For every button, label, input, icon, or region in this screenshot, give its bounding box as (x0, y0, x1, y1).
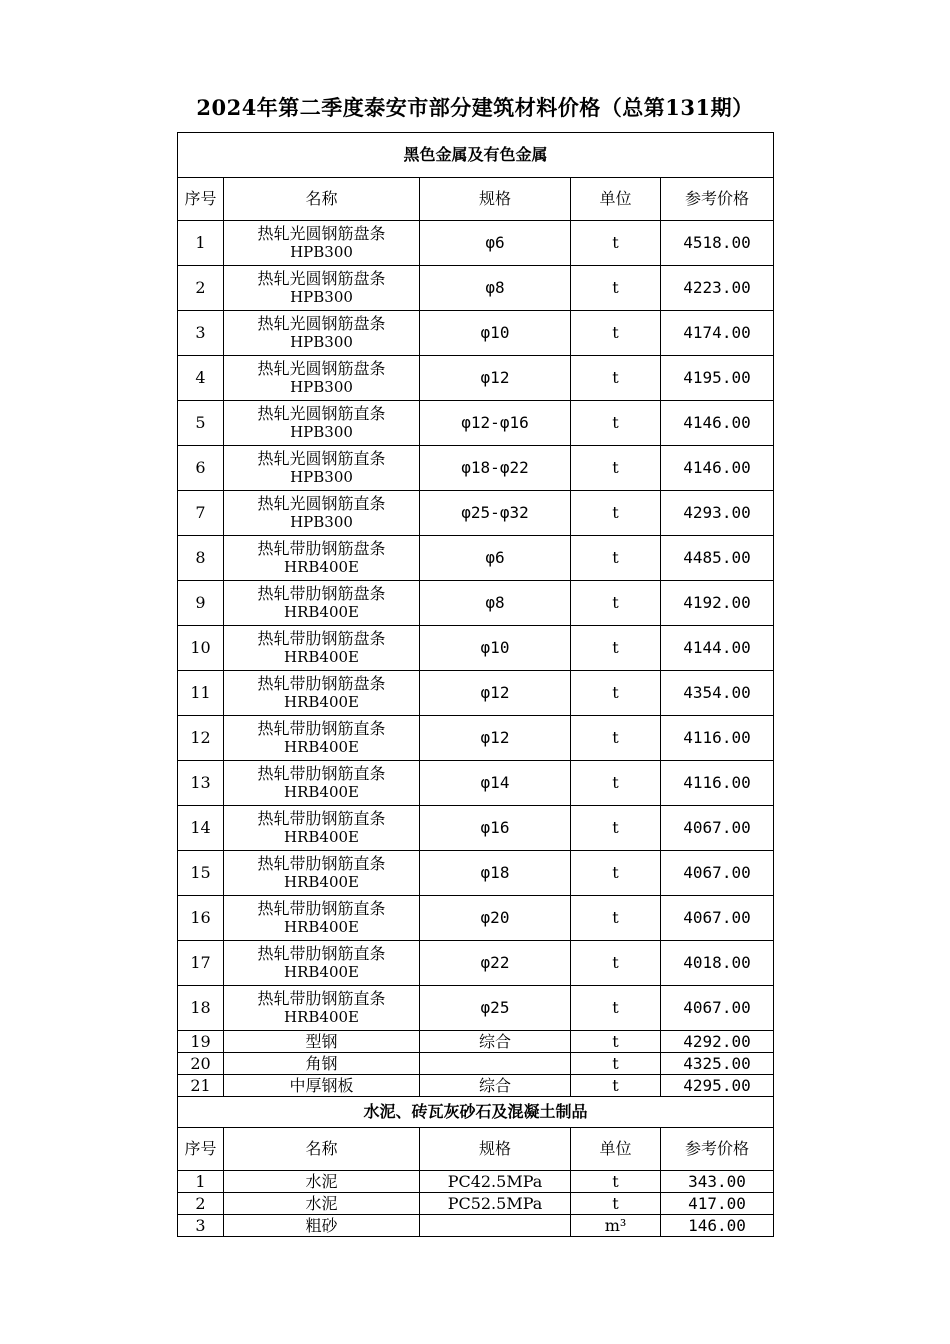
material-name (224, 581, 420, 626)
specification: φ12-φ16 (420, 401, 571, 446)
row-number: 3 (178, 1215, 224, 1237)
reference-price: 4223.00 (661, 266, 774, 311)
reference-price: 4116.00 (661, 716, 774, 761)
row-number: 21 (178, 1075, 224, 1097)
material-grade: HRB400E (284, 738, 359, 756)
material-name (224, 491, 420, 536)
material-name-line1: 热轧带肋钢筋盘条 (257, 629, 386, 648)
material-name: 水泥 (224, 1193, 420, 1215)
unit: t (571, 716, 661, 761)
row-number: 9 (178, 581, 224, 626)
unit: t (571, 941, 661, 986)
table-row (178, 311, 774, 356)
table-row (178, 1075, 774, 1097)
table-row (178, 1053, 774, 1075)
specification: φ18 (420, 851, 571, 896)
reference-price: 4325.00 (661, 1053, 774, 1075)
reference-price: 417.00 (661, 1193, 774, 1215)
row-number: 2 (178, 1193, 224, 1215)
material-name-line1: 热轧带肋钢筋直条 (257, 899, 386, 918)
table-row (178, 356, 774, 401)
reference-price: 4144.00 (661, 626, 774, 671)
material-name (224, 896, 420, 941)
reference-price: 4018.00 (661, 941, 774, 986)
unit: t (571, 671, 661, 716)
material-grade: HRB400E (284, 918, 359, 936)
reference-price: 4192.00 (661, 581, 774, 626)
specification (420, 1215, 571, 1237)
reference-price: 4067.00 (661, 896, 774, 941)
material-grade: HPB300 (290, 468, 353, 486)
row-number: 11 (178, 671, 224, 716)
material-name-line1: 热轧带肋钢筋盘条 (257, 584, 386, 603)
material-name-line1: 热轧光圆钢筋盘条 (257, 359, 386, 378)
row-number: 16 (178, 896, 224, 941)
material-name-line1: 热轧带肋钢筋盘条 (257, 539, 386, 558)
material-name-line1: 热轧带肋钢筋直条 (257, 944, 386, 963)
specification: φ6 (420, 536, 571, 581)
material-name (224, 401, 420, 446)
col-header-spec: 规格 (420, 178, 571, 221)
material-grade: HPB300 (290, 243, 353, 261)
material-grade: HPB300 (290, 513, 353, 531)
table-row (178, 626, 774, 671)
table-row (178, 221, 774, 266)
section-heading-row (178, 1097, 774, 1128)
material-name-line1: 热轧带肋钢筋直条 (257, 854, 386, 873)
material-name (224, 626, 420, 671)
material-name (224, 761, 420, 806)
row-number: 1 (178, 1171, 224, 1193)
reference-price: 4174.00 (661, 311, 774, 356)
table-row (178, 401, 774, 446)
table-row (178, 761, 774, 806)
material-name: 中厚钢板 (224, 1075, 420, 1097)
material-name: 型钢 (224, 1031, 420, 1053)
specification: φ8 (420, 266, 571, 311)
specification: φ25-φ32 (420, 491, 571, 536)
material-name-line1: 热轧光圆钢筋直条 (257, 449, 386, 468)
material-grade: HRB400E (284, 558, 359, 576)
material-name: 水泥 (224, 1171, 420, 1193)
material-name-line1: 热轧光圆钢筋盘条 (257, 314, 386, 333)
reference-price: 4518.00 (661, 221, 774, 266)
specification: φ8 (420, 581, 571, 626)
table-row (178, 716, 774, 761)
material-name (224, 851, 420, 896)
specification: φ25 (420, 986, 571, 1031)
material-grade: HPB300 (290, 288, 353, 306)
material-name: 粗砂 (224, 1215, 420, 1237)
unit: t (571, 1053, 661, 1075)
specification: φ22 (420, 941, 571, 986)
specification: PC52.5MPa (420, 1193, 571, 1215)
row-number: 6 (178, 446, 224, 491)
material-name (224, 356, 420, 401)
unit: t (571, 1075, 661, 1097)
material-grade: HRB400E (284, 603, 359, 621)
material-name-line1: 热轧带肋钢筋直条 (257, 719, 386, 738)
table-row (178, 806, 774, 851)
unit: t (571, 446, 661, 491)
specification: φ14 (420, 761, 571, 806)
specification: φ10 (420, 311, 571, 356)
row-number: 8 (178, 536, 224, 581)
material-grade: HPB300 (290, 333, 353, 351)
material-grade: HRB400E (284, 1008, 359, 1026)
price-table (177, 132, 774, 1237)
row-number: 20 (178, 1053, 224, 1075)
specification: φ12 (420, 716, 571, 761)
material-grade: HPB300 (290, 423, 353, 441)
reference-price: 4146.00 (661, 446, 774, 491)
column-header-row (178, 1128, 774, 1171)
material-name (224, 986, 420, 1031)
price-table-body (178, 133, 774, 1237)
reference-price: 4067.00 (661, 986, 774, 1031)
table-row (178, 266, 774, 311)
section-heading: 黑色金属及有色金属 (178, 133, 774, 178)
material-name (224, 266, 420, 311)
row-number: 10 (178, 626, 224, 671)
material-name-line1: 热轧光圆钢筋盘条 (257, 224, 386, 243)
row-number: 4 (178, 356, 224, 401)
reference-price: 4146.00 (661, 401, 774, 446)
row-number: 13 (178, 761, 224, 806)
reference-price: 4295.00 (661, 1075, 774, 1097)
unit: t (571, 581, 661, 626)
material-name (224, 311, 420, 356)
reference-price: 4067.00 (661, 851, 774, 896)
row-number: 12 (178, 716, 224, 761)
col-header-unit: 单位 (571, 1128, 661, 1171)
section-heading-row (178, 133, 774, 178)
material-grade: HRB400E (284, 648, 359, 666)
material-name (224, 941, 420, 986)
material-name-line1: 热轧带肋钢筋盘条 (257, 674, 386, 693)
page-title: 2024年第二季度泰安市部分建筑材料价格（总第131期） (196, 95, 754, 120)
unit: t (571, 896, 661, 941)
unit: t (571, 491, 661, 536)
unit: t (571, 626, 661, 671)
table-row (178, 1193, 774, 1215)
col-header-no: 序号 (178, 1128, 224, 1171)
table-row (178, 581, 774, 626)
specification: PC42.5MPa (420, 1171, 571, 1193)
material-grade: HRB400E (284, 783, 359, 801)
material-grade: HRB400E (284, 963, 359, 981)
reference-price: 4293.00 (661, 491, 774, 536)
table-row (178, 536, 774, 581)
row-number: 15 (178, 851, 224, 896)
unit: t (571, 851, 661, 896)
specification: φ20 (420, 896, 571, 941)
row-number: 5 (178, 401, 224, 446)
unit: t (571, 266, 661, 311)
material-name (224, 536, 420, 581)
section-heading: 水泥、砖瓦灰砂石及混凝土制品 (178, 1097, 774, 1128)
unit: t (571, 806, 661, 851)
specification: φ6 (420, 221, 571, 266)
table-row (178, 986, 774, 1031)
unit: t (571, 311, 661, 356)
material-name-line1: 热轧带肋钢筋直条 (257, 809, 386, 828)
col-header-no: 序号 (178, 178, 224, 221)
col-header-spec: 规格 (420, 1128, 571, 1171)
unit: t (571, 761, 661, 806)
table-row (178, 671, 774, 716)
column-header-row (178, 178, 774, 221)
material-name-line1: 热轧带肋钢筋直条 (257, 764, 386, 783)
col-header-name: 名称 (224, 1128, 420, 1171)
material-grade: HPB300 (290, 378, 353, 396)
table-row (178, 1215, 774, 1237)
specification: 综合 (420, 1031, 571, 1053)
col-header-unit: 单位 (571, 178, 661, 221)
specification: φ12 (420, 356, 571, 401)
specification: φ18-φ22 (420, 446, 571, 491)
table-row (178, 446, 774, 491)
table-row (178, 851, 774, 896)
unit: m³ (571, 1215, 661, 1237)
reference-price: 4116.00 (661, 761, 774, 806)
col-header-price: 参考价格 (661, 1128, 774, 1171)
unit: t (571, 356, 661, 401)
reference-price: 4195.00 (661, 356, 774, 401)
table-row (178, 491, 774, 536)
reference-price: 4485.00 (661, 536, 774, 581)
table-row (178, 1171, 774, 1193)
reference-price: 4067.00 (661, 806, 774, 851)
specification: φ12 (420, 671, 571, 716)
unit: t (571, 401, 661, 446)
row-number: 14 (178, 806, 224, 851)
reference-price: 4292.00 (661, 1031, 774, 1053)
unit: t (571, 1171, 661, 1193)
material-name (224, 671, 420, 716)
unit: t (571, 221, 661, 266)
material-name-line1: 热轧光圆钢筋直条 (257, 404, 386, 423)
specification: φ10 (420, 626, 571, 671)
material-grade: HRB400E (284, 828, 359, 846)
material-name (224, 716, 420, 761)
unit: t (571, 986, 661, 1031)
col-header-name: 名称 (224, 178, 420, 221)
row-number: 18 (178, 986, 224, 1031)
material-grade: HRB400E (284, 693, 359, 711)
reference-price: 343.00 (661, 1171, 774, 1193)
reference-price: 146.00 (661, 1215, 774, 1237)
table-row (178, 941, 774, 986)
reference-price: 4354.00 (661, 671, 774, 716)
specification: 综合 (420, 1075, 571, 1097)
table-row (178, 896, 774, 941)
unit: t (571, 1193, 661, 1215)
row-number: 1 (178, 221, 224, 266)
row-number: 7 (178, 491, 224, 536)
col-header-price: 参考价格 (661, 178, 774, 221)
row-number: 17 (178, 941, 224, 986)
material-name (224, 221, 420, 266)
specification: φ16 (420, 806, 571, 851)
table-row (178, 1031, 774, 1053)
material-name: 角钢 (224, 1053, 420, 1075)
unit: t (571, 536, 661, 581)
row-number: 2 (178, 266, 224, 311)
row-number: 19 (178, 1031, 224, 1053)
material-name (224, 806, 420, 851)
unit: t (571, 1031, 661, 1053)
material-name-line1: 热轧光圆钢筋直条 (257, 494, 386, 513)
row-number: 3 (178, 311, 224, 356)
specification (420, 1053, 571, 1075)
material-name (224, 446, 420, 491)
material-name-line1: 热轧带肋钢筋直条 (257, 989, 386, 1008)
material-grade: HRB400E (284, 873, 359, 891)
material-name-line1: 热轧光圆钢筋盘条 (257, 269, 386, 288)
